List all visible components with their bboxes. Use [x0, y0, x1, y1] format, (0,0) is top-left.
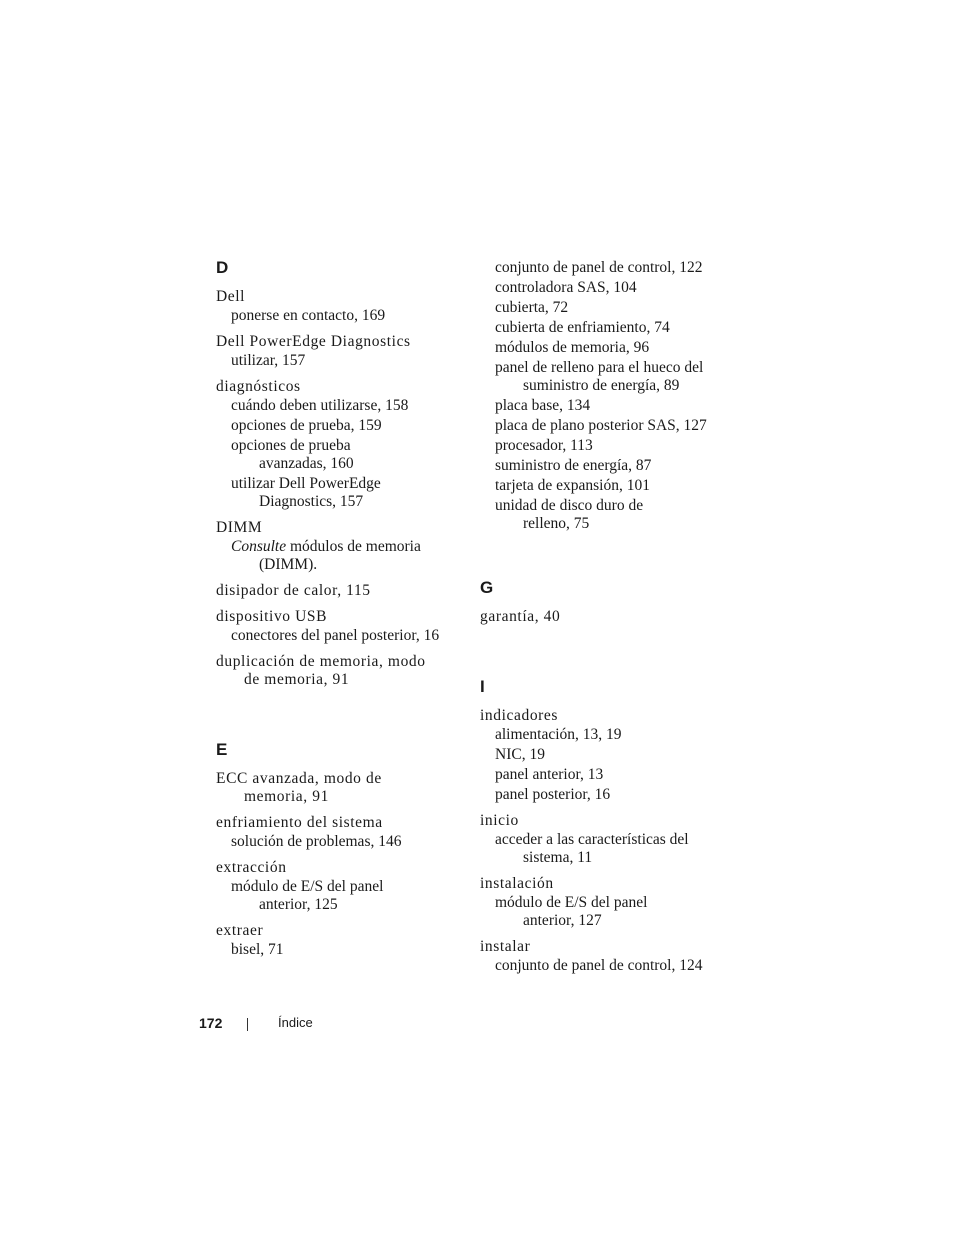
subentry-continuation: Diagnostics, 157 — [259, 493, 364, 510]
index-subentry: placa de plano posterior SAS, 127 — [495, 417, 707, 434]
index-term: diagnósticos — [216, 378, 301, 395]
footer-separator — [247, 1018, 248, 1031]
subentry-continuation: relleno, 75 — [523, 515, 590, 532]
index-entry-instalar — [480, 937, 730, 975]
subentry-line: opciones de prueba — [231, 437, 351, 454]
index-term: Dell — [216, 288, 246, 305]
index-entry-disipador — [216, 581, 466, 600]
index-subentry — [495, 358, 730, 395]
index-subentry: cubierta, 72 — [495, 299, 569, 316]
index-subentry: ponerse en contacto, 169 — [231, 307, 386, 324]
index-term: instalar — [480, 938, 531, 955]
subentry-continuation: sistema, 11 — [523, 849, 593, 866]
index-entry-instalacion — [480, 874, 730, 930]
index-subentry: conjunto de panel de control, 122 — [495, 259, 703, 276]
term-continuation: de memoria, 91 — [244, 671, 350, 688]
subentry-line: módulo de E/S del panel — [231, 878, 384, 895]
subentry-continuation: (DIMM). — [259, 556, 318, 573]
subentry-line: módulo de E/S del panel — [495, 894, 648, 911]
term-line: duplicación de memoria, modo — [216, 653, 426, 670]
index-entry-diagnosticos — [216, 377, 466, 511]
page-number: 172 — [199, 1015, 223, 1031]
index-subentry: opciones de prueba, 159 — [231, 417, 382, 434]
index-subentry: tarjeta de expansión, 101 — [495, 477, 650, 494]
index-subentry: panel posterior, 16 — [495, 786, 611, 803]
index-subentry: módulos de memoria, 96 — [495, 339, 650, 356]
index-column-right — [480, 258, 730, 982]
subentry-line: unidad de disco duro de — [495, 497, 644, 514]
index-subentry: conectores del panel posterior, 16 — [231, 627, 440, 644]
index-subentry: cubierta de enfriamiento, 74 — [495, 319, 670, 336]
index-entry-extraccion — [216, 858, 466, 914]
index-entry-extraer — [216, 921, 466, 959]
subentry-line: acceder a las características del — [495, 831, 689, 848]
section-heading-i: I — [480, 677, 485, 696]
index-term: garantía, 40 — [480, 608, 561, 625]
index-term — [216, 769, 466, 806]
index-entry-indicadores — [480, 706, 730, 804]
index-term: disipador de calor, 115 — [216, 582, 371, 599]
term-continuation: memoria, 91 — [244, 788, 329, 805]
index-subentry: procesador, 113 — [495, 437, 593, 454]
index-subentry: alimentación, 13, 19 — [495, 726, 622, 743]
index-term: indicadores — [480, 707, 559, 724]
index-entry-dell — [216, 287, 466, 325]
index-term — [216, 652, 466, 689]
index-term: inicio — [480, 812, 519, 829]
index-subentry — [495, 496, 730, 533]
subentry-line: módulos de memoria — [286, 538, 421, 555]
index-subentry — [231, 436, 466, 473]
index-subentry: panel anterior, 13 — [495, 766, 604, 783]
index-term: dispositivo USB — [216, 608, 328, 625]
index-subentry: controladora SAS, 104 — [495, 279, 637, 296]
index-entry-dispositivo-usb — [216, 607, 466, 645]
index-term: instalación — [480, 875, 554, 892]
index-subentry — [231, 474, 466, 511]
index-subentry: bisel, 71 — [231, 941, 284, 958]
index-column-left — [216, 258, 466, 966]
subentry-line: panel de relleno para el hueco del — [495, 359, 704, 376]
subentry-continuation: anterior, 127 — [523, 912, 602, 929]
index-entry-extraer-continued — [480, 258, 730, 533]
see-reference: Consulte — [231, 538, 287, 555]
index-subentry: placa base, 134 — [495, 397, 591, 414]
index-term: enfriamiento del sistema — [216, 814, 383, 831]
index-subentry — [231, 537, 466, 574]
index-subentry: utilizar, 157 — [231, 352, 306, 369]
subentry-continuation: avanzadas, 160 — [259, 455, 354, 472]
index-subentry — [495, 893, 730, 930]
index-term: DIMM — [216, 519, 263, 536]
index-term: extraer — [216, 922, 264, 939]
index-subentry: cuándo deben utilizarse, 158 — [231, 397, 409, 414]
index-subentry: conjunto de panel de control, 124 — [495, 957, 703, 974]
subentry-continuation: anterior, 125 — [259, 896, 338, 913]
index-subentry: solución de problemas, 146 — [231, 833, 402, 850]
index-term: Dell PowerEdge Diagnostics — [216, 333, 411, 350]
index-subentry: suministro de energía, 87 — [495, 457, 652, 474]
subentry-line: utilizar Dell PowerEdge — [231, 475, 381, 492]
section-heading-g: G — [480, 578, 494, 597]
index-term: extracción — [216, 859, 287, 876]
index-subentry — [495, 830, 730, 867]
index-subentry: NIC, 19 — [495, 746, 545, 763]
section-heading-e: E — [216, 740, 228, 759]
index-entry-ecc — [216, 769, 466, 806]
footer-title: Índice — [278, 1015, 313, 1030]
index-entry-duplicacion — [216, 652, 466, 689]
subentry-continuation: suministro de energía, 89 — [523, 377, 680, 394]
term-line: ECC avanzada, modo de — [216, 770, 382, 787]
index-entry-garantia — [480, 607, 730, 626]
index-entry-dell-poweredge-diagnostics — [216, 332, 466, 370]
index-entry-inicio — [480, 811, 730, 867]
index-entry-dimm — [216, 518, 466, 574]
section-heading-d: D — [216, 258, 229, 277]
index-entry-enfriamiento — [216, 813, 466, 851]
index-subentry — [231, 877, 466, 914]
